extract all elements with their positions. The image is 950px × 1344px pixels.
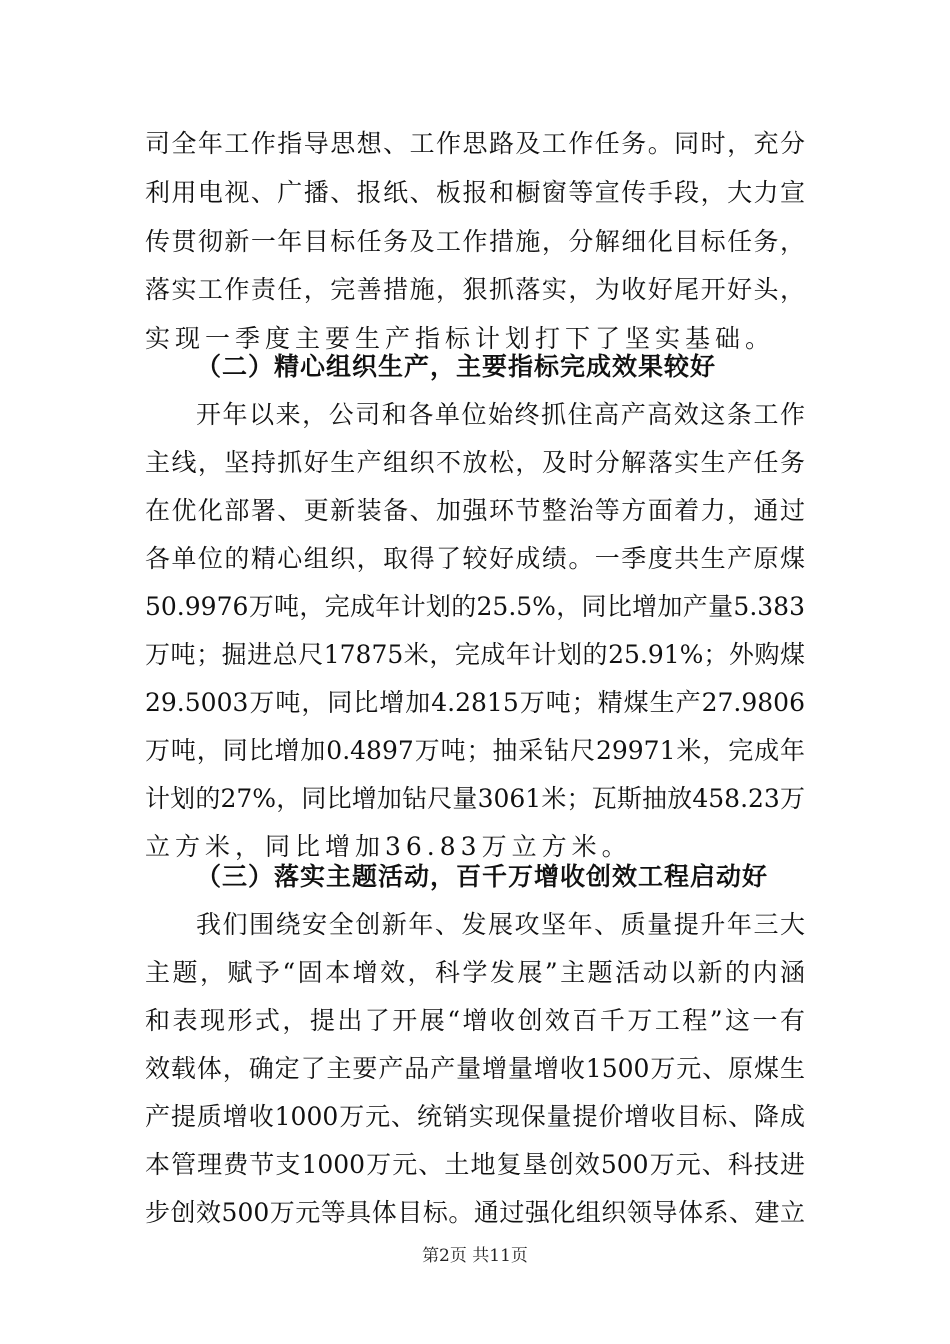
paragraph-line: 本管理费节支1000万元、土地复垦创效500万元、科技进 — [145, 1150, 805, 1179]
section-heading-2: （二）精心组织生产，主要指标完成效果较好 — [196, 352, 717, 381]
paragraph-line: 步创效500万元等具体目标。通过强化组织领导体系、建立 — [145, 1198, 805, 1227]
paragraph-line: 和表现形式，提出了开展“增收创效百千万工程”这一有 — [145, 1006, 805, 1035]
paragraph-line: 主线，坚持抓好生产组织不放松，及时分解落实生产任务 — [145, 448, 805, 477]
paragraph-line: 司全年工作指导思想、工作思路及工作任务。同时，充分 — [145, 129, 805, 158]
paragraph-line: 万吨，同比增加0.4897万吨；抽采钻尺29971米，完成年 — [145, 736, 805, 765]
page-number-footer: 第2页 共11页 — [422, 1246, 528, 1266]
paragraph-line: 产提质增收1000万元、统销实现保量提价增收目标、降成 — [145, 1102, 805, 1131]
paragraph-line: 实现一季度主要生产指标计划打下了坚实基础。 — [145, 324, 776, 353]
paragraph-line: 效载体，确定了主要产品产量增量增收1500万元、原煤生 — [145, 1054, 805, 1083]
section-heading-3: （三）落实主题活动，百千万增收创效工程启动好 — [196, 862, 769, 891]
paragraph-line: 万吨；掘进总尺17875米，完成年计划的25.91%；外购煤 — [145, 640, 805, 669]
paragraph-line: 各单位的精心组织，取得了较好成绩。一季度共生产原煤 — [145, 544, 805, 573]
paragraph-line: 落实工作责任，完善措施，狠抓落实，为收好尾开好头， — [145, 275, 805, 304]
paragraph-line: 50.9976万吨，完成年计划的25.5%，同比增加产量5.383 — [145, 592, 805, 621]
paragraph-line: 在优化部署、更新装备、加强环节整治等方面着力，通过 — [145, 496, 805, 525]
paragraph-line: 计划的27%，同比增加钻尺量3061米；瓦斯抽放458.23万 — [145, 784, 805, 813]
paragraph-line: 我们围绕安全创新年、发展攻坚年、质量提升年三大 — [196, 910, 805, 939]
paragraph-line: 利用电视、广播、报纸、板报和橱窗等宣传手段，大力宣 — [145, 178, 805, 207]
paragraph-line: 开年以来，公司和各单位始终抓住高产高效这条工作 — [196, 400, 805, 429]
paragraph-line: 主题，赋予“固本增效，科学发展”主题活动以新的内涵 — [145, 958, 805, 987]
paragraph-line: 29.5003万吨，同比增加4.2815万吨；精煤生产27.9806 — [145, 688, 805, 717]
paragraph-line: 传贯彻新一年目标任务及工作措施，分解细化目标任务， — [145, 227, 805, 256]
paragraph-line: 立方米，同比增加36.83万立方米。 — [145, 832, 632, 861]
